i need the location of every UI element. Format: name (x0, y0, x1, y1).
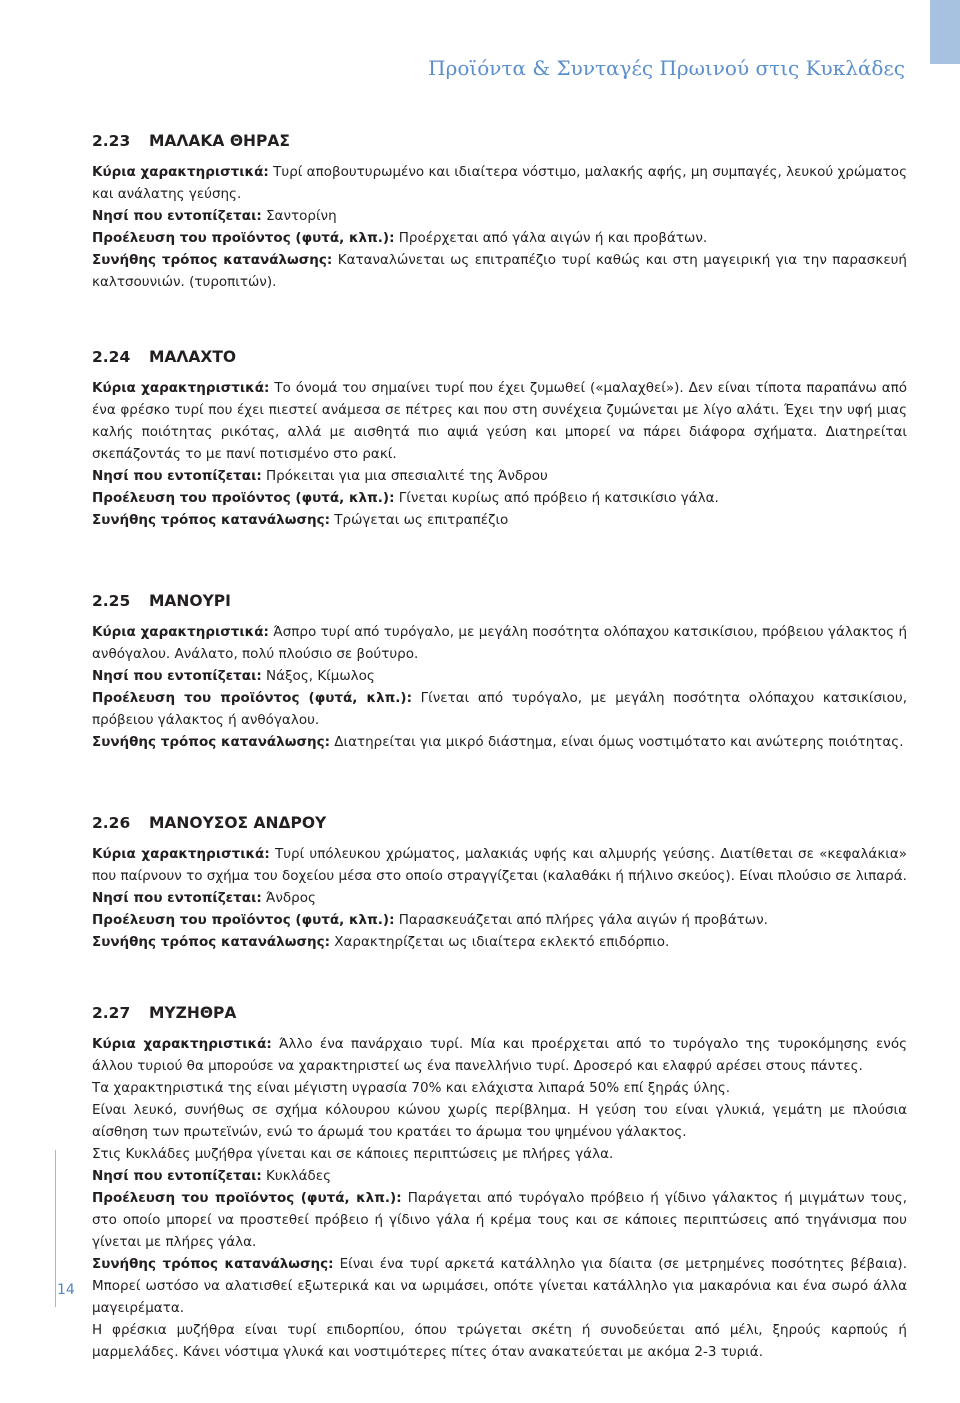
main-text: Άσπρο τυρί από τυρόγαλο, με μεγάλη ποσότητα ολόπαχου κατσικίσιου, πρόβειου γάλακτος ή ανθόγαλου. Ανάλατο, πολύ πλούσιο σε βούτυρο. (92, 624, 908, 662)
section-2-27 (92, 1001, 907, 1363)
origin-line (92, 687, 907, 731)
running-header-title: Προϊόντα & Συνταγές Πρωινού στις Κυκλάδες (428, 56, 905, 80)
origin-label: Προέλευση του προϊόντος (φυτά, κλπ.): (92, 912, 395, 928)
origin-text: Γίνεται κυρίως από πρόβειο ή κατσικίσιο γάλα. (398, 490, 719, 506)
section-number: 2.24 (92, 348, 131, 366)
section-heading (92, 345, 907, 369)
paragraph: Η φρέσκια μυζήθρα είναι τυρί επιδορπίου, όπου τρώγεται σκέτη ή συνοδεύεται από μέλι, ξηρούς καρπούς ή μαρμελάδες. Κάνει νόστιμα γλυκά και νοστιμότερες πίτες όταν ανακατεύεται με ακόμα 2-3 τυριά. (92, 1322, 907, 1360)
section-number: 2.27 (92, 1004, 131, 1022)
main-characteristics (92, 843, 907, 887)
consumption-label: Συνήθης τρόπος κατανάλωσης: (92, 512, 330, 528)
consumption-label: Συνήθης τρόπος κατανάλωσης: (92, 1256, 334, 1272)
origin-line (92, 909, 907, 931)
main-label: Κύρια χαρακτηριστικά: (92, 380, 270, 396)
island-text: Άνδρος (266, 890, 316, 906)
island-text: Πρόκειται για μια σπεσιαλιτέ της Άνδρου (266, 468, 548, 484)
island-label: Νησί που εντοπίζεται: (92, 208, 262, 224)
island-text: Σαντορίνη (266, 208, 337, 224)
origin-label: Προέλευση του προϊόντος (φυτά, κλπ.): (92, 490, 395, 506)
main-label: Κύρια χαρακτηριστικά: (92, 624, 269, 640)
consumption-label: Συνήθης τρόπος κατανάλωσης: (92, 934, 330, 950)
origin-label: Προέλευση του προϊόντος (φυτά, κλπ.): (92, 1190, 402, 1206)
island-text: Νάξος, Κίμωλος (266, 668, 375, 684)
margin-rule (55, 1150, 56, 1307)
section-number: 2.23 (92, 132, 131, 150)
section-heading (92, 589, 907, 613)
consumption-line (92, 1253, 907, 1319)
main-characteristics (92, 621, 907, 665)
paragraph: Είναι λευκό, συνήθως σε σχήμα κόλουρου κώνου χωρίς περίβλημα. Η γεύση του είναι γλυκιά, γεμάτη με πλούσια αίσθηση των πρωτεϊνών, ενώ το άρωμά του κρατάει το άρωμα του ψημένου γάλακτος. (92, 1102, 907, 1140)
section-2-23 (92, 129, 907, 293)
section-number: 2.26 (92, 814, 131, 832)
section-title: ΜΑΛΑΧΤΟ (149, 348, 237, 366)
island-label: Νησί που εντοπίζεται: (92, 890, 262, 906)
consumption-text: Τρώγεται ως επιτραπέζιο (334, 512, 509, 528)
consumption-text: Διατηρείται για μικρό διάστημα, είναι όμως νοστιμότατο και ανώτερης ποιότητας. (334, 734, 904, 750)
origin-line (92, 487, 907, 509)
main-characteristics (92, 1033, 907, 1077)
origin-text: Παρασκευάζεται από πλήρες γάλα αιγών ή προβάτων. (398, 912, 768, 928)
consumption-line (92, 249, 907, 293)
main-label: Κύρια χαρακτηριστικά: (92, 846, 270, 862)
main-label: Κύρια χαρακτηριστικά: (92, 164, 269, 180)
section-2-24 (92, 345, 907, 531)
consumption-label: Συνήθης τρόπος κατανάλωσης: (92, 252, 333, 268)
origin-text: Προέρχεται από γάλα αιγών ή και προβάτων. (398, 230, 708, 246)
main-text: Άλλο ένα πανάρχαιο τυρί. Μία και προέρχεται από το τυρόγαλο της τυροκόμησης ενός άλλου τυριού θα μπορούσε να χαρακτηριστεί ως ένα πανελλήνιο τυρί. Δροσερό και ελαφρύ αρέσει στους πάντες. (92, 1036, 908, 1074)
section-title: ΜΑΝΟΥΡΙ (149, 592, 231, 610)
paragraph: Τα χαρακτηριστικά της είναι μέγιστη υγρασία 70% και ελάχιστα λιπαρά 50% επί ξηράς ύλης. (92, 1080, 731, 1096)
main-text: Τυρί αποβουτυρωμένο και ιδιαίτερα νόστιμο, μαλακής αφής, μη συμπαγές, λευκού χρώματος και ανάλατης γεύσης. (92, 164, 907, 202)
island-line (92, 1165, 907, 1187)
origin-label: Προέλευση του προϊόντος (φυτά, κλπ.): (92, 690, 412, 706)
paragraph: Στις Κυκλάδες μυζήθρα γίνεται και σε κάποιες περιπτώσεις με πλήρες γάλα. (92, 1146, 614, 1162)
consumption-line (92, 731, 907, 753)
origin-line (92, 227, 907, 249)
origin-text: Παράγεται από τυρόγαλο πρόβειο ή γίδινο γάλακτος ή μιγμάτων τους, στο οποίο μπορεί να προστεθεί πρόβειο ή γίδινο γάλα ή κρέμα τους και σε κάποιες περιπτώσεις από τηγάνισμα που γίνεται με πλήρες γάλα. (92, 1190, 907, 1250)
island-label: Νησί που εντοπίζεται: (92, 1168, 262, 1184)
consumption-text: Χαρακτηρίζεται ως ιδιαίτερα εκλεκτό επιδόρπιο. (334, 934, 670, 950)
section-heading (92, 1001, 907, 1025)
section-2-26 (92, 811, 907, 953)
consumption-line (92, 509, 907, 531)
island-line (92, 465, 907, 487)
section-number: 2.25 (92, 592, 131, 610)
origin-line (92, 1187, 907, 1253)
section-heading (92, 129, 907, 153)
main-label: Κύρια χαρακτηριστικά: (92, 1036, 272, 1052)
island-label: Νησί που εντοπίζεται: (92, 468, 262, 484)
consumption-text: Καταναλώνεται ως επιτραπέζιο τυρί καθώς και στη μαγειρική για την παρασκευή καλτσουνιών. (τυροπιτών). (92, 252, 907, 290)
page-number: 14 (57, 1282, 75, 1298)
origin-text: Γίνεται από τυρόγαλο, με μεγάλη ποσότητα ολόπαχου κατσικίσιου, πρόβειου γάλακτος ή ανθόγαλου. (92, 690, 907, 728)
section-2-25 (92, 589, 907, 753)
island-text: Κυκλάδες (266, 1168, 332, 1184)
section-title: ΜΑΝΟΥΣΟΣ ΑΝΔΡΟΥ (149, 814, 327, 832)
main-characteristics (92, 377, 907, 465)
consumption-text: Είναι ένα τυρί αρκετά κατάλληλο για δίαιτα (σε μετρημένες ποσότητες βέβαια). Μπορεί ωστόσο να αλατισθεί εξωτερικά και να ωριμάσει, οπότε γίνεται κατάλληλο για μακαρόνια και ένα σωρό άλλα μαγειρέματα. (92, 1256, 907, 1316)
section-title: ΜΑΛΑΚΑ ΘΗΡΑΣ (149, 132, 290, 150)
section-title: ΜΥΖΗΘΡΑ (149, 1004, 237, 1022)
main-text: Το όνομά του σημαίνει τυρί που έχει ζυμωθεί («μαλαχθεί»). Δεν είναι τίποτα παραπάνω από ένα φρέσκο τυρί που έχει πιεστεί ανάμεσα σε πέτρες και που στη συνέχεια ζυμώνεται με λίγο αλάτι. Έχει την υφή μιας καλής ποιότητας ρικότας, αλλά με αισθητά πιο αψιά γεύση και μπορεί να πάρει διάφορα σχήματα. Διατηρείται σκεπάζοντάς το με πανί ποτισμένο στο ρακί. (92, 380, 908, 462)
island-line (92, 887, 907, 909)
island-line (92, 205, 907, 227)
consumption-line (92, 931, 907, 953)
main-text: Τυρί υπόλευκου χρώματος, μαλακιάς υφής και αλμυρής γεύσης. Διατίθεται σε «κεφαλάκια» που παίρνουν το σχήμα του δοχείου μέσα στο οποίο στραγγίζεται (καλαθάκι ή πήλινο σκεύος). Είναι πλούσιο σε λιπαρά. (92, 846, 908, 884)
island-label: Νησί που εντοπίζεται: (92, 668, 262, 684)
page-corner-tab (930, 0, 960, 64)
main-characteristics (92, 161, 907, 205)
document-body (92, 129, 907, 1403)
consumption-label: Συνήθης τρόπος κατανάλωσης: (92, 734, 330, 750)
origin-label: Προέλευση του προϊόντος (φυτά, κλπ.): (92, 230, 395, 246)
island-line (92, 665, 907, 687)
section-heading (92, 811, 907, 835)
